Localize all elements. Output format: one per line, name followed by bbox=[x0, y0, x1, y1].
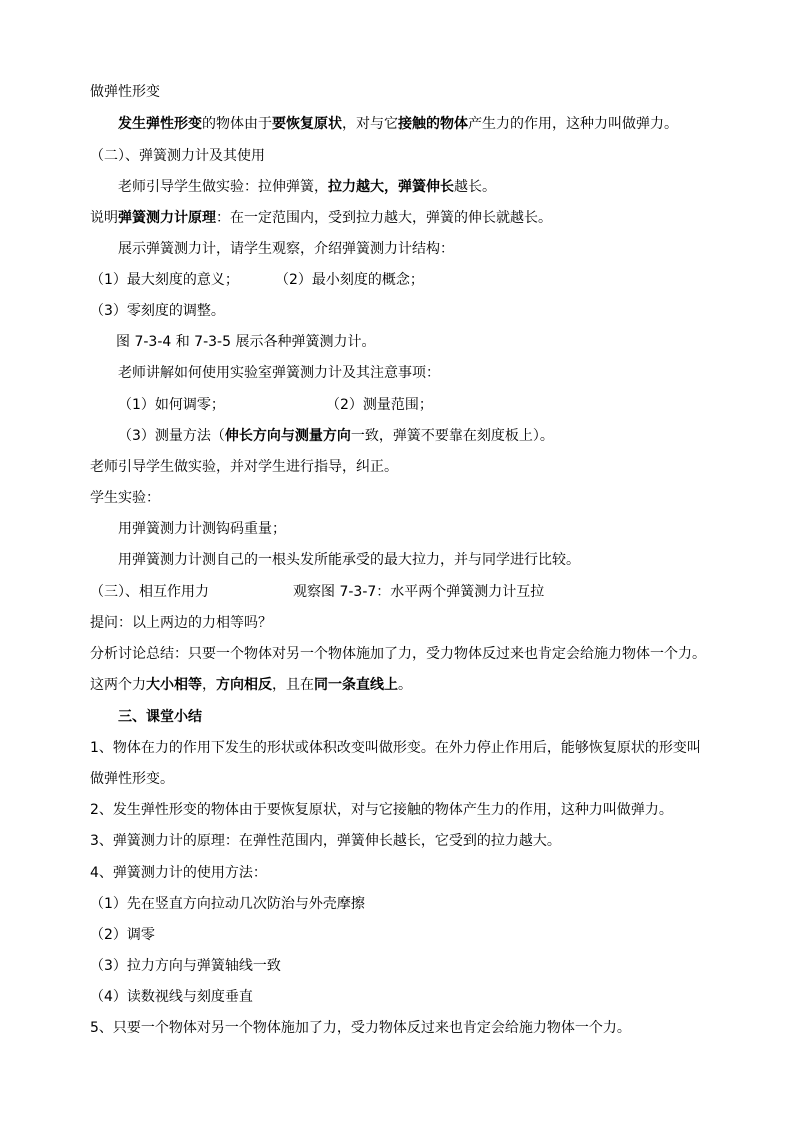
line-text: 老师引导学生做实验：拉伸弹簧， bbox=[118, 179, 328, 195]
line-text: 提问：以上两边的力相等吗？ bbox=[90, 615, 272, 631]
list-item: （2）最小刻度的概念； bbox=[275, 272, 424, 288]
line-text: 2、发生弹性形变的物体由于要恢复原状，对与它接触的物体产生力的作用，这种力叫做弹力。 bbox=[90, 802, 673, 818]
line-text: （二）、弹簧测力计及其使用 bbox=[90, 148, 265, 164]
line-text: 的物体由于 bbox=[202, 116, 272, 132]
list-item bbox=[90, 895, 365, 913]
line-text: 产生力的作用，这种力叫做弹力。 bbox=[468, 116, 678, 132]
line-text: 做弹性形变 bbox=[90, 84, 160, 100]
line-text: 5、只要一个物体对另一个物体施加了力，受力物体反过来也肯定会给施力物体一个力。 bbox=[90, 1020, 631, 1036]
bold-term: 伸长方向与测量方向 bbox=[224, 428, 351, 444]
text-line bbox=[118, 364, 440, 382]
text-line bbox=[90, 209, 552, 227]
line-text: ：在一定范围内，受到拉力越大，弹簧的伸长就越长。 bbox=[216, 210, 552, 226]
line-text: 越长。 bbox=[454, 179, 496, 195]
line-text: 用弹簧测力计测自己的一根头发所能承受的最大拉力，并与同学进行比较。 bbox=[118, 552, 580, 568]
line-text: （三）、相互作用力 bbox=[90, 584, 209, 600]
bold-term: 要恢复原状 bbox=[272, 116, 342, 132]
list-item: （1）如何调零； bbox=[118, 397, 225, 413]
text-line bbox=[116, 333, 375, 351]
line-text: （3）零刻度的调整。 bbox=[90, 303, 225, 319]
line-text: 三、课堂小结 bbox=[118, 709, 202, 725]
section-heading bbox=[90, 147, 265, 165]
bold-term: 发生弹性形变 bbox=[118, 116, 202, 132]
line-text: 分析讨论总结：只要一个物体对另一个物体施加了力，受力物体反过来也肯定会给施力物体一个力。 bbox=[90, 646, 706, 662]
line-text: （1）先在竖直方向拉动几次防治与外壳摩擦 bbox=[90, 896, 365, 912]
bold-term: 接触的物体 bbox=[398, 116, 468, 132]
line-text: （3）拉力方向与弹簧轴线一致 bbox=[90, 958, 281, 974]
text-line bbox=[118, 427, 554, 445]
line-text: 做弹性形变。 bbox=[90, 771, 174, 787]
summary-item bbox=[90, 770, 174, 788]
summary-item bbox=[90, 739, 701, 757]
line-text: 图 7-3-4 和 7-3-5 展示各种弹簧测力计。 bbox=[116, 334, 376, 350]
text-line bbox=[90, 83, 160, 101]
text-line bbox=[90, 676, 412, 694]
text-line bbox=[90, 614, 272, 632]
line-text: （3）测量方法（ bbox=[118, 428, 225, 444]
section-heading bbox=[90, 583, 544, 601]
line-text: 这两个力 bbox=[90, 677, 146, 693]
line-text: ，且在 bbox=[272, 677, 314, 693]
text-line bbox=[118, 520, 286, 538]
text-line bbox=[90, 489, 160, 507]
text-line bbox=[90, 271, 424, 289]
text-line bbox=[118, 396, 433, 414]
line-text: 说明 bbox=[90, 210, 118, 226]
text-line bbox=[90, 458, 398, 476]
line-text: 3、弹簧测力计的原理：在弹性范围内，弹簧伸长越长，它受到的拉力越大。 bbox=[90, 833, 561, 849]
text-line bbox=[118, 240, 454, 258]
summary-item bbox=[90, 801, 673, 819]
text-line bbox=[118, 551, 580, 569]
text-line bbox=[90, 645, 706, 663]
summary-item bbox=[90, 832, 561, 850]
list-item bbox=[90, 926, 155, 944]
line-text: 一致，弹簧不要靠在刻度板上）。 bbox=[350, 428, 554, 444]
line-text: 1、物体在力的作用下发生的形状或体积改变叫做形变。在外力停止作用后，能够恢复原状的形变叫 bbox=[90, 740, 701, 756]
text-line bbox=[118, 115, 678, 133]
bold-term: 弹簧测力计原理 bbox=[118, 210, 216, 226]
list-item: （2）测量范围； bbox=[326, 397, 433, 413]
list-item bbox=[90, 988, 253, 1006]
summary-item bbox=[90, 864, 267, 882]
line-text: 4、弹簧测力计的使用方法： bbox=[90, 865, 267, 881]
line-text: 学生实验： bbox=[90, 490, 160, 506]
line-text: 老师讲解如何使用实验室弹簧测力计及其注意事项： bbox=[118, 365, 440, 381]
bold-term: 拉力越大，弹簧伸长 bbox=[328, 179, 454, 195]
list-item bbox=[90, 302, 225, 320]
line-text: ， bbox=[202, 677, 216, 693]
bold-term: 方向相反 bbox=[216, 677, 272, 693]
bold-term: 大小相等 bbox=[146, 677, 202, 693]
line-text: 用弹簧测力计测钩码重量； bbox=[118, 521, 286, 537]
text-line bbox=[118, 178, 496, 196]
summary-item bbox=[90, 1019, 631, 1037]
line-text: 老师引导学生做实验，并对学生进行指导，纠正。 bbox=[90, 459, 398, 475]
line-text: （4）读数视线与刻度垂直 bbox=[90, 989, 253, 1005]
line-text: 。 bbox=[398, 677, 412, 693]
line-text: ，对与它 bbox=[342, 116, 398, 132]
section-heading bbox=[118, 708, 202, 726]
list-item: （1）最大刻度的意义； bbox=[90, 272, 239, 288]
line-text: （2）调零 bbox=[90, 927, 155, 943]
bold-term: 同一条直线上 bbox=[314, 677, 398, 693]
line-text: 观察图 7-3-7：水平两个弹簧测力计互拉 bbox=[293, 584, 545, 600]
line-text: 展示弹簧测力计，请学生观察，介绍弹簧测力计结构： bbox=[118, 241, 454, 257]
list-item bbox=[90, 957, 281, 975]
